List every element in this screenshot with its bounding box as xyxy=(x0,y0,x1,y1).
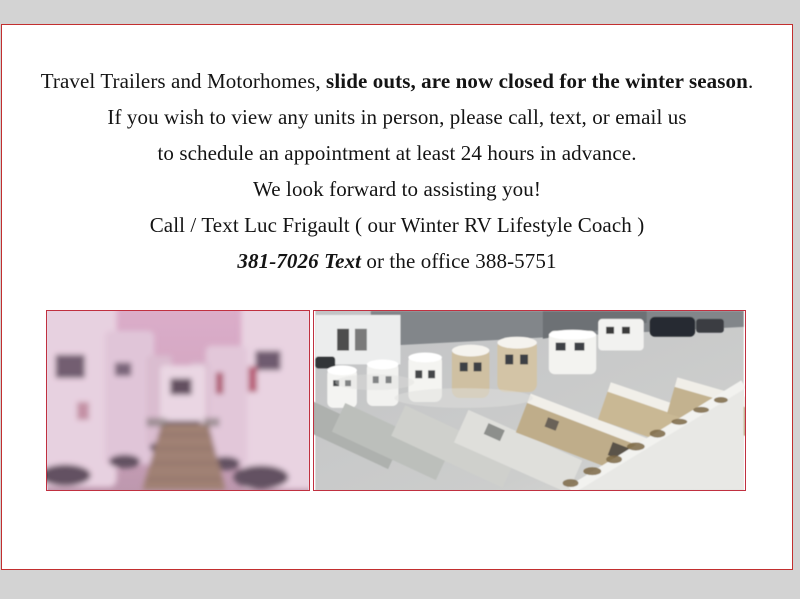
pink-tint-overlay xyxy=(47,311,308,490)
contact-line: Call / Text Luc Frigault ( our Winter RV Lifestyle Coach ) xyxy=(149,213,645,237)
notice-card xyxy=(1,24,793,570)
notice-line-4: We look forward to assisting you! xyxy=(253,177,541,201)
notice-line-2: If you wish to view any units in person, please call, text, or email us xyxy=(107,105,687,129)
phone-number-text: 381-7026 Text xyxy=(237,249,362,273)
notice-text-block xyxy=(2,63,792,279)
phone-office-text: or the office 388-5751 xyxy=(361,249,557,273)
rv-lot-aisle-photo xyxy=(46,310,310,491)
notice-line-3: to schedule an appointment at least 24 hours in advance. xyxy=(157,141,637,165)
photo-strip xyxy=(46,310,746,491)
snowy-rv-lot-aerial-photo xyxy=(313,310,746,491)
notice-line-1-regular: Travel Trailers and Motorhomes, xyxy=(40,69,327,93)
phone-line xyxy=(2,243,792,279)
notice-line-1 xyxy=(2,63,792,99)
notice-line-1-period: . xyxy=(747,69,754,93)
notice-line-1-bold: slide outs, are now closed for the winter season xyxy=(326,69,748,93)
